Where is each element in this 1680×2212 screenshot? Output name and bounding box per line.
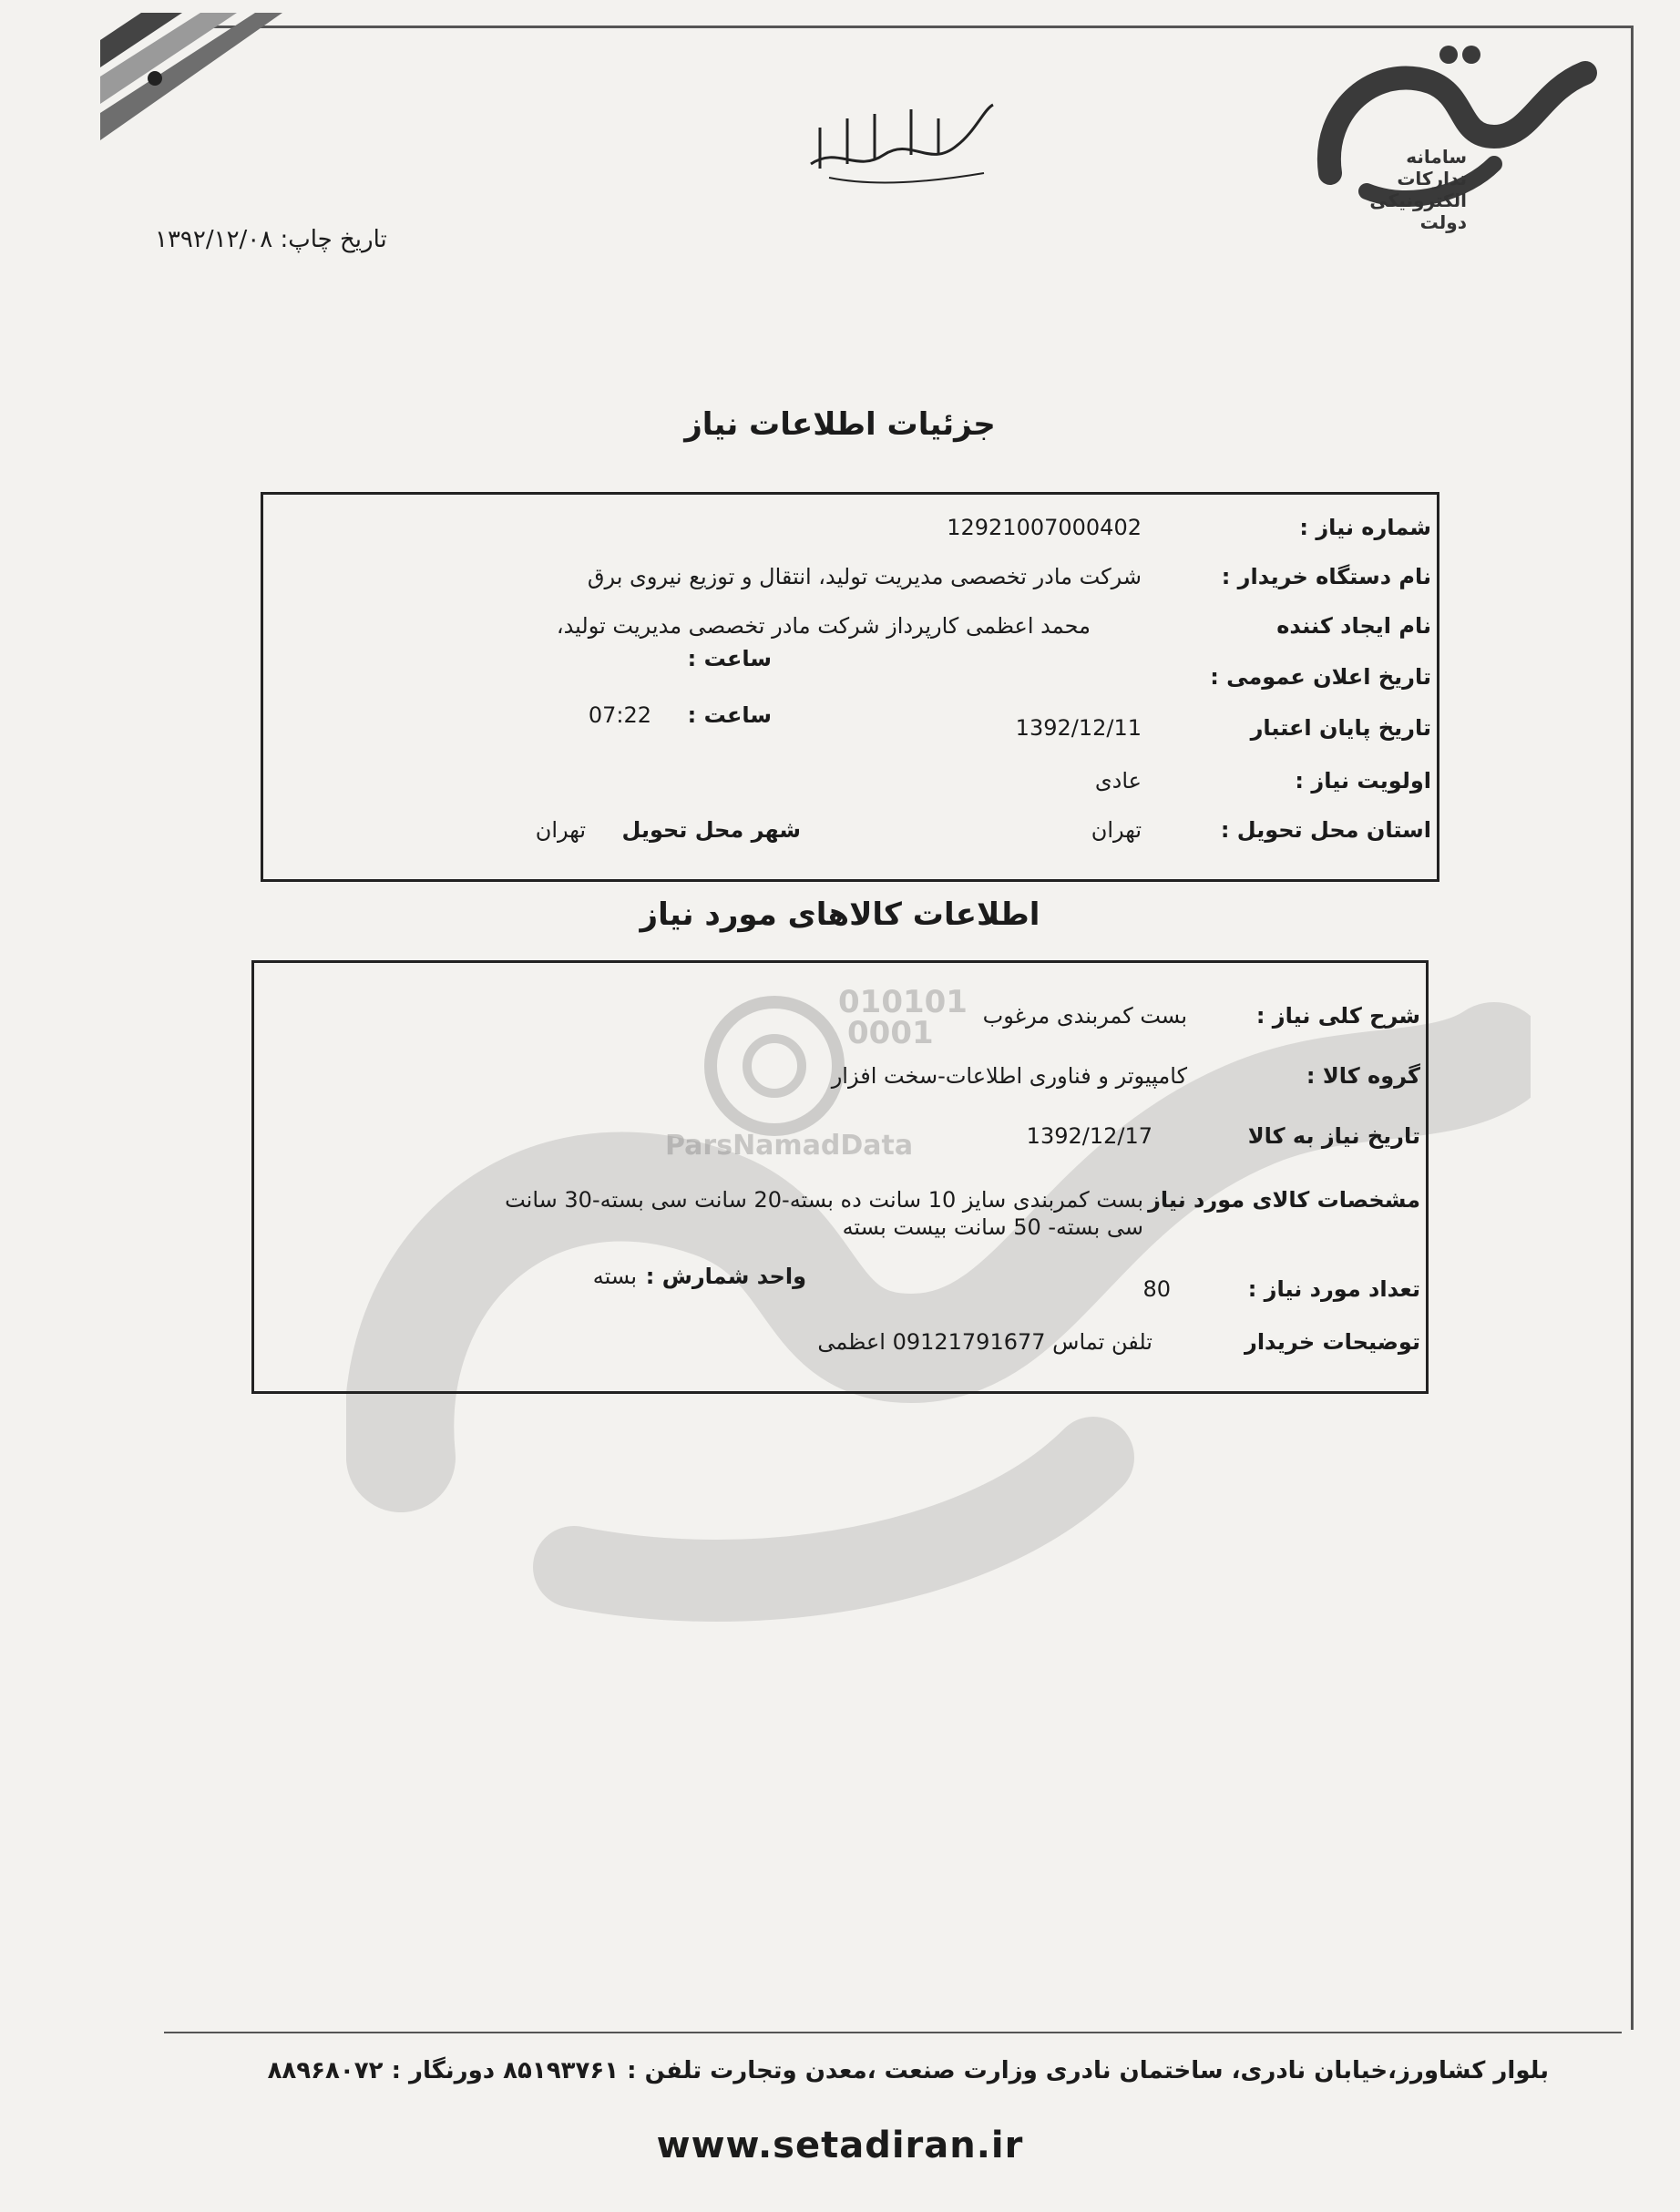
logo-text-line: الکترونیکی	[1369, 189, 1467, 211]
unit-value: بسته	[592, 1264, 637, 1289]
specs-label: مشخصات کالای مورد نیاز	[1148, 1187, 1420, 1213]
watermark-brand: ParsNamadData	[665, 1130, 914, 1162]
creator-label: نام ایجاد کننده	[1276, 613, 1431, 639]
footer-url: www.setadiran.ir	[656, 2125, 1024, 2166]
logo-text-line: سامانه	[1406, 146, 1467, 168]
expiry-label: تاریخ پایان اعتبار	[1250, 715, 1431, 741]
setad-logo	[1312, 36, 1603, 310]
expiry-time-label: ساعت :	[687, 702, 772, 728]
specs-line-1: بست کمربندی سایز 10 سانت ده بسته-20 سانت سی بسته-30 سانت	[505, 1187, 1143, 1213]
need-number-label: شماره نیاز :	[1299, 515, 1431, 540]
frame-right-line	[1631, 26, 1634, 2030]
goods-details-box	[251, 960, 1429, 1394]
iran-flag-icon	[100, 13, 282, 140]
print-date: تاریخ چاپ: ۱۳۹۲/۱۲/۰۸	[155, 226, 387, 253]
footer-divider	[164, 2032, 1622, 2033]
need-date-label: تاریخ نیاز به کالا	[1247, 1123, 1420, 1149]
buyer-label: نام دستگاه خریدار :	[1221, 564, 1431, 589]
qty-label: تعداد مورد نیاز :	[1247, 1276, 1420, 1302]
watermark-digits-2: 0001	[847, 1015, 934, 1051]
priority-label: اولویت نیاز :	[1295, 768, 1431, 794]
priority-value: عادی	[1094, 768, 1142, 794]
city-value: تهران	[535, 817, 586, 843]
footer-address: بلوار کشاورز،خیابان نادری، ساختمان نادری وزارت صنعت ،معدن وتجارت تلفن : ۸۵۱۹۳۷۶۱ دورنگار : ۸۸۹۶۸۰۷۲	[267, 2057, 1549, 2084]
buyer-value: شرکت مادر تخصصی مدیریت تولید، انتقال و توزیع نیروی برق	[587, 564, 1142, 589]
creator-value: محمد اعظمی کارپرداز شرکت مادر تخصصی مدیریت تولید،	[556, 613, 1091, 639]
need-details-box	[261, 492, 1439, 882]
province-value: تهران	[1091, 817, 1142, 843]
expiry-time-value: 07:22	[588, 702, 651, 728]
unit-label: واحد شمارش :	[645, 1264, 806, 1289]
summary-label: شرح کلی نیاز :	[1255, 1003, 1420, 1029]
section-title-need-details: جزئیات اطلاعات نیاز	[684, 406, 996, 443]
group-label: گروه کالا :	[1306, 1063, 1420, 1089]
section-title-goods: اطلاعات کالاهای مورد نیاز	[640, 896, 1040, 933]
group-value: کامپیوتر و فناوری اطلاعات-سخت افزار	[831, 1063, 1187, 1089]
province-label: استان محل تحویل :	[1220, 817, 1431, 843]
bismillah-calligraphy	[802, 91, 1002, 191]
announce-time-label: ساعت :	[687, 646, 772, 671]
logo-text-line: دولت	[1419, 211, 1467, 233]
announce-label: تاریخ اعلان عمومی :	[1210, 664, 1431, 690]
watermark-digits-1: 010101	[838, 984, 968, 1020]
city-label: شهر محل تحویل	[621, 817, 801, 843]
need-number-value: 12921007000402	[947, 515, 1142, 540]
notes-label: توضیحات خریدار	[1245, 1329, 1420, 1355]
specs-line-2: سی بسته- 50 سانت بیست بسته	[842, 1214, 1143, 1240]
notes-value: تلفن تماس 09121791677 اعظمی	[817, 1329, 1152, 1355]
frame-top-line	[182, 26, 1631, 28]
expiry-date-value: 1392/12/11	[1015, 715, 1142, 741]
need-date-value: 1392/12/17	[1026, 1123, 1152, 1149]
logo-text-line: تدارکات	[1397, 168, 1467, 189]
summary-value: بست کمربندی مرغوب	[982, 1003, 1187, 1029]
qty-value: 80	[1142, 1276, 1171, 1302]
